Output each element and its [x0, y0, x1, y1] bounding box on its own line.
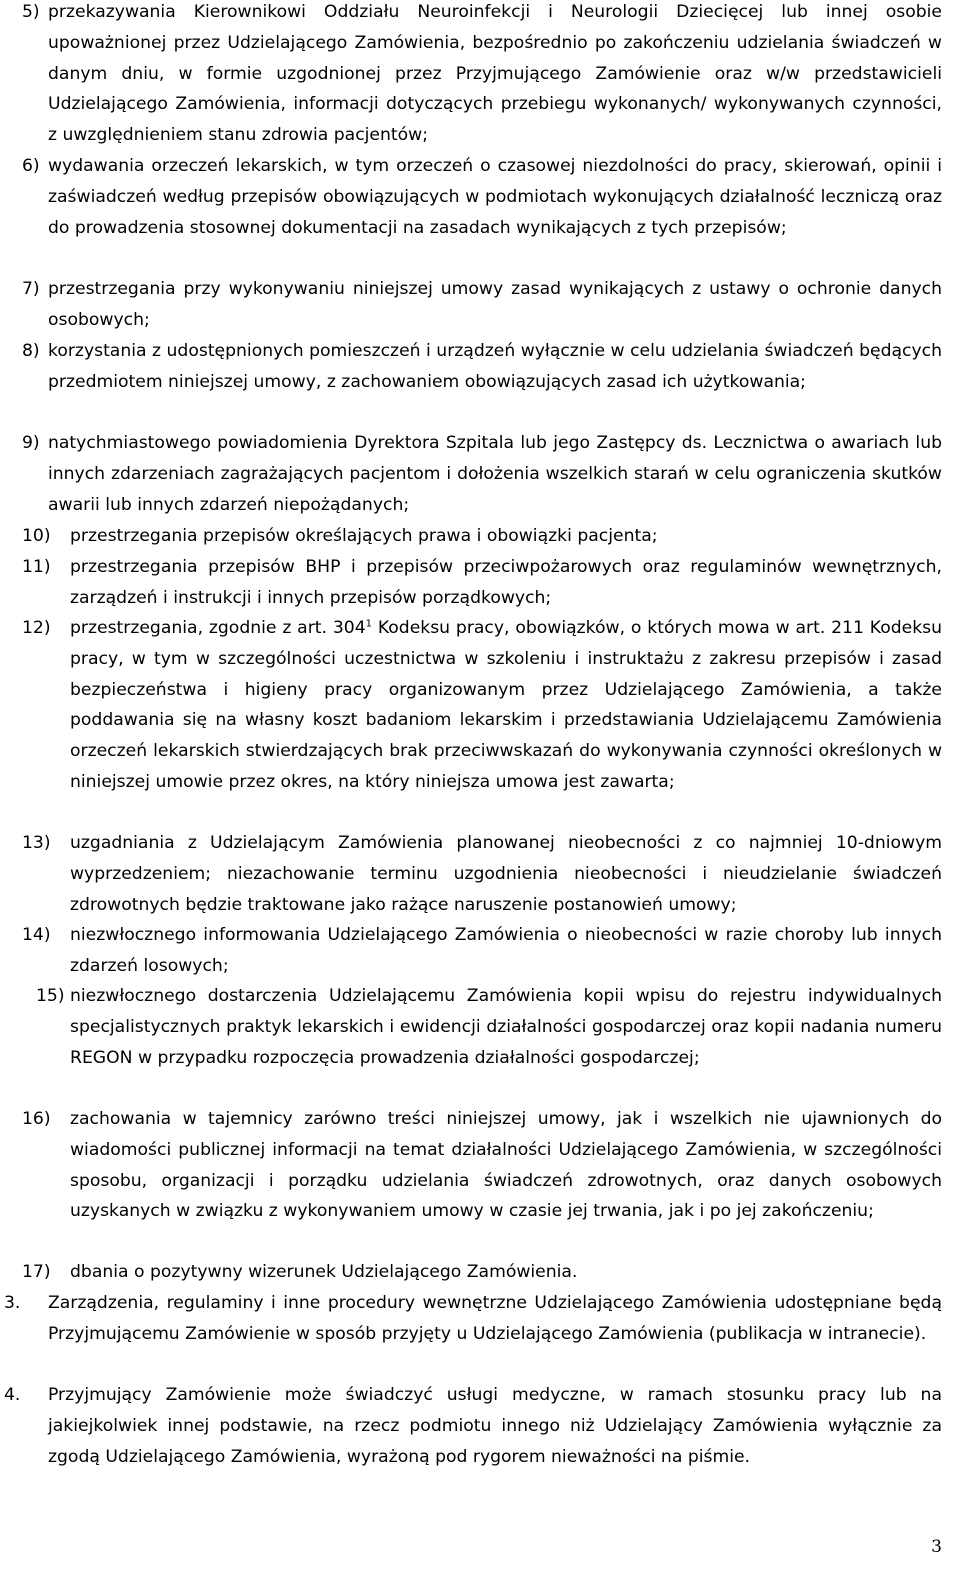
list-item: niezwłocznego informowania Udzielającego Zamówienia o nieobecności w razie choroby lub innych zdarzeń losowych; — [70, 925, 942, 976]
list-item: przestrzegania przy wykonywaniu niniejszej umowy zasad wynikających z ustawy o ochronie danych osobowych; — [48, 279, 942, 330]
list-item: wydawania orzeczeń lekarskich, w tym orzeczeń o czasowej niezdolności do pracy, skierowań, opinii i zaświadczeń według przepisów obowiązujących w podmiotach wykonujących działalność leczniczą oraz do prowadzenia stosownej dokumentacji na zasadach wynikających z tych przepisów; — [48, 156, 942, 238]
list-item: przestrzegania przepisów określających prawa i obowiązki pacjenta; — [70, 526, 658, 546]
list-item: uzgadniania z Udzielającym Zamówienia planowanej nieobecności z co najmniej 10-dniowym wyprzedzeniem; niezachowanie terminu uzgodnienia nieobecności i nieudzielanie świadczeń zdrowotnych będzie traktowane jako rażące naruszenie postanowień umowy; — [70, 833, 942, 915]
item-number: 16) — [22, 1109, 51, 1129]
item-number: 15) — [36, 986, 65, 1006]
list-item: zachowania w tajemnicy zarówno treści niniejszej umowy, jak i wszelkich nie ujawnionych do wiadomości publicznej informacji na temat działalności Udzielającego Zamówienia, w szczególności sposobu, organizacji i porządku udzielania świadczeń zdrowotnych, oraz danych osobowych uzyskanych w związku z wykonywaniem umowy w czasie jej trwania, jak i po jej zakończeniu; — [70, 1109, 942, 1222]
item-number: 7) — [22, 279, 40, 299]
item-number: 12) — [22, 618, 51, 638]
section-paragraph: Zarządzenia, regulaminy i inne procedury wewnętrzne Udzielającego Zamówienia udostępniane będą Przyjmującemu Zamówienie w sposób przyjęty u Udzielającego Zamówienia (publikacja w intranecie). — [48, 1293, 942, 1344]
item-number: 10) — [22, 526, 51, 546]
list-item: natychmiastowego powiadomienia Dyrektora Szpitala lub jego Zastępcy ds. Lecznictwa o awariach lub innych zdarzeniach zagrażających pacjentom i dołożenia wszelkich starań w celu ograniczenia skutków awarii lub innych zdarzeń niepożądanych; — [48, 433, 942, 515]
superscript: 1 — [365, 618, 373, 630]
item-text-part: Kodeksu pracy, obowiązków, o których mowa w art. 211 Kodeksu pracy, w tym w szczególności uczestnictwa w szkoleniu i instruktażu z zakresu przepisów i zasad bezpieczeństwa i higieny pracy organizowanym przez Udzielającego Zamówienia, a także poddawania się na własny koszt badaniom lekarskim i przedstawiania Udzielającemu Zamówienia orzeczeń lekarskich stwierdzających brak przeciwwskazań do wykonywania czynności określonych w niniejszej umowie przez okres, na który niniejsza umowa jest zawarta; — [70, 618, 942, 792]
item-number: 14) — [22, 925, 51, 945]
page-number: 3 — [931, 1537, 942, 1557]
section-number: 4. — [4, 1385, 21, 1405]
list-item: niezwłocznego dostarczenia Udzielającemu Zamówienia kopii wpisu do rejestru indywidualnych specjalistycznych praktyk lekarskich i ewidencji działalności gospodarczej oraz kopii nadania numeru REGON w przypadku rozpoczęcia prowadzenia działalności gospodarczej; — [70, 986, 942, 1068]
section-number: 3. — [4, 1293, 21, 1313]
list-item — [70, 613, 942, 798]
item-number: 5) — [22, 2, 40, 22]
list-item: korzystania z udostępnionych pomieszczeń i urządzeń wyłącznie w celu udzielania świadczeń będących przedmiotem niniejszej umowy, z zachowaniem obowiązujących zasad ich użytkowania; — [48, 341, 942, 392]
list-item: przekazywania Kierownikowi Oddziału Neuroinfekcji i Neurologii Dziecięcej lub innej osobie upoważnionej przez Udzielającego Zamówienia, bezpośrednio po zakończeniu udzielania świadczeń w danym dniu, w formie uzgodnionej przez Przyjmującego Zamówienie oraz w/w przedstawicieli Udzielającego Zamówienia, informacji dotyczących przebiegu wykonanych/ wykonywanych czynności, z uwzględnieniem stanu zdrowia pacjentów; — [48, 2, 942, 146]
item-number: 6) — [22, 156, 40, 176]
item-number: 9) — [22, 433, 40, 453]
item-number: 17) — [22, 1262, 51, 1282]
item-number: 13) — [22, 833, 51, 853]
list-item: dbania o pozytywny wizerunek Udzielającego Zamówienia. — [70, 1262, 578, 1282]
list-item: przestrzegania przepisów BHP i przepisów przeciwpożarowych oraz regulaminów wewnętrznych, zarządzeń i instrukcji i innych przepisów porządkowych; — [70, 557, 942, 608]
item-number: 11) — [22, 557, 51, 577]
item-text-part: przestrzegania, zgodnie z art. 304 — [70, 618, 366, 638]
item-number: 8) — [22, 341, 40, 361]
section-paragraph: Przyjmujący Zamówienie może świadczyć usługi medyczne, w ramach stosunku pracy lub na jakiejkolwiek innej podstawie, na rzecz podmiotu innego niż Udzielający Zamówienia wyłącznie za zgodą Udzielającego Zamówienia, wyrażoną pod rygorem nieważności na piśmie. — [48, 1385, 942, 1467]
